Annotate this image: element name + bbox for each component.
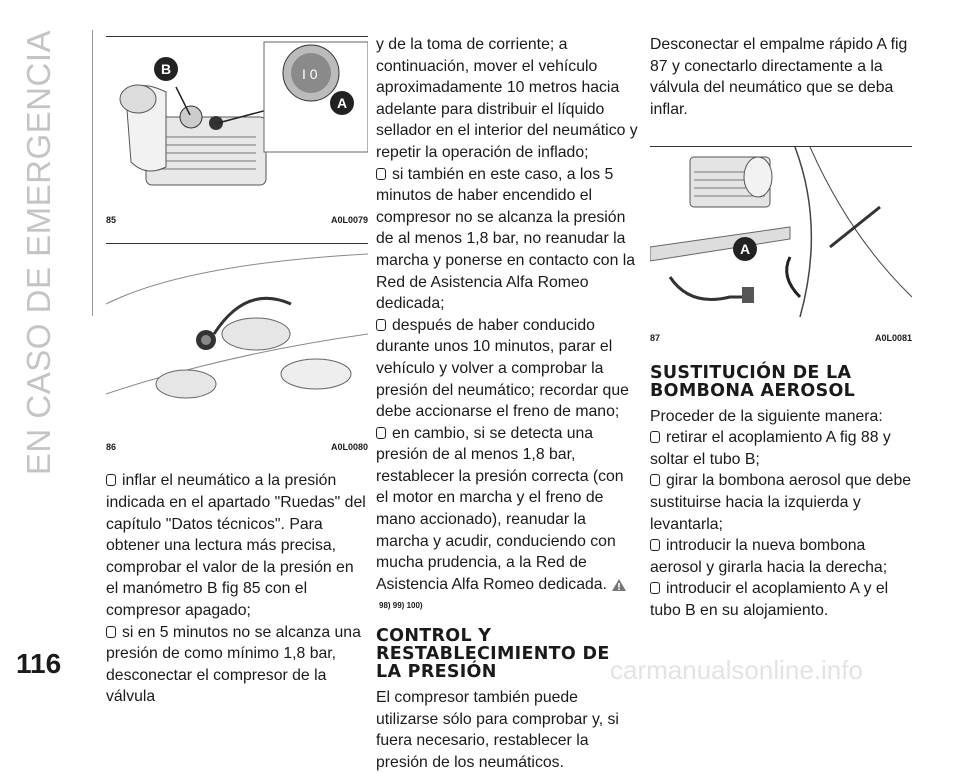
column-1 (106, 36, 368, 708)
bullet-text: girar la bombona aerosol que debe sustituirse hacia la izquierda y levantarla; (650, 472, 912, 533)
figure-caption (106, 437, 368, 459)
section-heading: SUSTITUCIÓN DE LA BOMBONA AEROSOL (650, 362, 856, 401)
paragraph: El compresor también puede utilizarse sólo para comprobar y, si fuera necesario, restablecer la presión de los neumáticos. (376, 689, 619, 771)
bullet (106, 470, 368, 621)
bullet-text: inflar el neumático a la presión indicada en el apartado "Ruedas" del capítulo "Datos técnicos". Para obtener una lectura más precisa, comprobar el valor de la presión en el manómetro B fig 85 con el compresor apagado; (106, 472, 366, 619)
bullet (650, 470, 912, 535)
svg-text:I 0: I 0 (302, 66, 318, 82)
bullet (376, 315, 638, 423)
figure-85 (106, 36, 368, 231)
bullet (650, 535, 912, 578)
bullet-text: introducir el acoplamiento A y el tubo B en su alojamiento. (650, 580, 889, 619)
page-number: 116 (16, 648, 62, 679)
label-b: B (160, 61, 172, 77)
figure-number: 87 (650, 332, 661, 343)
divider (92, 30, 93, 316)
bullet-text: retirar el acoplamiento A fig 88 y soltar el tubo B; (650, 429, 891, 468)
bullet-text: si también en este caso, a los 5 minutos de haber encendido el compresor no se alcanza la presión de al menos 1,8 bar, no reanudar la marcha y ponerse en contacto con la Red de Asistencia Alfa Romeo dedicada; (376, 165, 636, 313)
bullet (650, 427, 912, 470)
column-3 (650, 34, 912, 622)
paragraph: y de la toma de corriente; a continuación, mover el vehículo aproximadamente 10 metros hacia adelante para distribuir el líquido sellador en el interior del neumático y repetir la operación de inflado; (376, 36, 638, 161)
figure-caption (650, 328, 912, 350)
warning-icon (611, 578, 627, 592)
bullet (650, 578, 912, 621)
column-2 (376, 34, 638, 773)
label-a: A (336, 95, 348, 111)
figure-87 (650, 146, 912, 349)
bullet-text: en cambio, si se detecta una presión de al menos 1,8 bar, restablecer la presión correcta (con el motor en marcha y el freno de mano accionado), reanudar la marcha y acudir, conduciendo con mucha prudencia, a la Red de Asistencia Alfa Romeo dedicada. (376, 424, 624, 593)
paragraph: Proceder de la siguiente manera: (650, 407, 883, 425)
figure-number: 86 (106, 441, 117, 452)
bullet (376, 423, 638, 617)
bullet-text: introducir la nueva bombona aerosol y girarla hacia la derecha; (650, 537, 888, 576)
section-heading: CONTROL Y RESTABLECIMIENTO DE LA PRESIÓN (376, 626, 610, 683)
bullet (376, 164, 638, 315)
figure-caption (106, 210, 368, 232)
bullet-text: después de haber conducido durante unos 10 minutos, parar el vehículo y volver a comprobar la presión del neumático; recordar que debe accionarse el freno de mano; (376, 316, 629, 421)
car-console-illustration (106, 244, 368, 426)
tyre-valve-illustration (650, 147, 912, 317)
figure-86 (106, 243, 368, 458)
watermark: carmanualsonline.info (610, 655, 863, 685)
section-title (20, 30, 80, 476)
compressor-illustration (106, 37, 368, 199)
figure-code: A0L0081 (874, 332, 912, 343)
references: 98) 99) 100) (379, 601, 423, 611)
figure-code: A0L0080 (330, 441, 368, 452)
figure-code: A0L0079 (330, 214, 368, 225)
bullet-text: si en 5 minutos no se alcanza una presión de como mínimo 1,8 bar, desconectar el compresor de la válvula (106, 623, 361, 706)
bullet (106, 622, 368, 708)
figure-number: 85 (106, 214, 117, 225)
paragraph: Desconectar el empalme rápido A fig 87 y conectarlo directamente a la válvula del neumático que se deba inflar. (650, 36, 908, 118)
section-title-text: EN CASO DE EMERGENCIA (20, 30, 57, 476)
label-a: A (739, 241, 751, 258)
